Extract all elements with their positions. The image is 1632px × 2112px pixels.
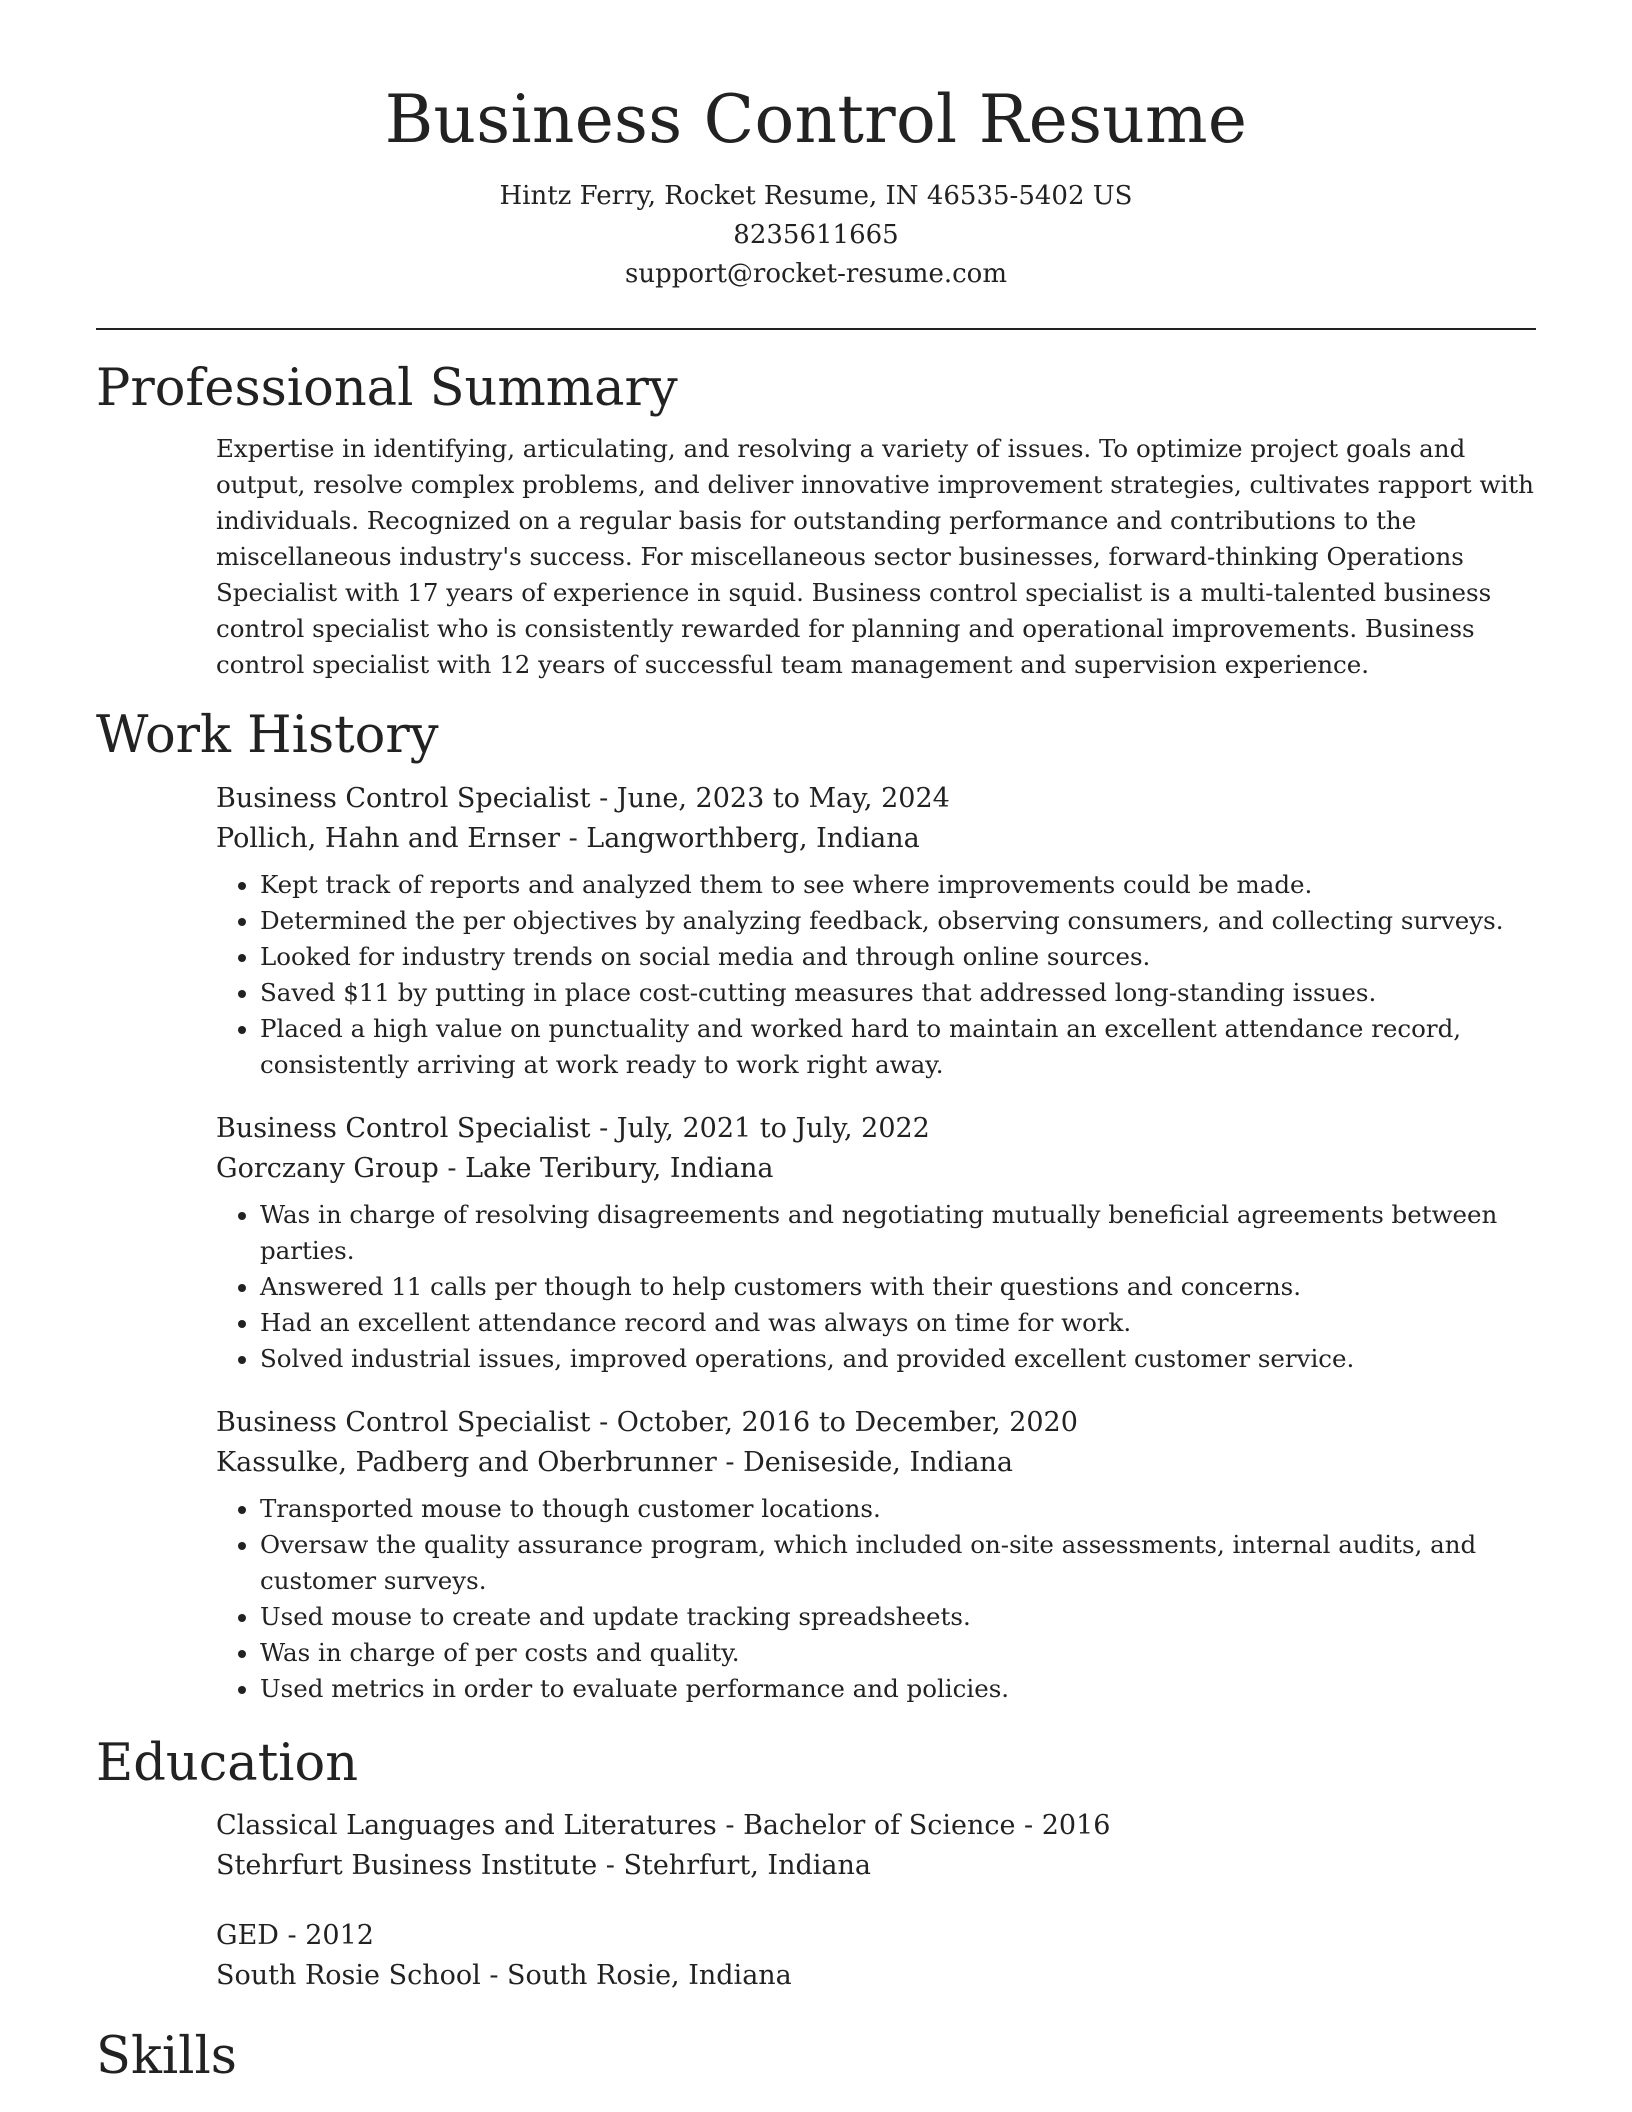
work-history-body [216, 779, 1536, 1707]
job-bullet: • Saved $11 by putting in place cost-cutting measures that addressed long-standing issues. [260, 975, 1536, 1011]
skills-title: Skills [96, 2026, 237, 2086]
summary-section [96, 358, 1536, 683]
job-bullet: • Oversaw the quality assurance program, which included on-site assessments, internal audits, and customer surveys. [260, 1527, 1536, 1599]
job-bullet: • Answered 11 calls per though to help customers with their questions and concerns. [260, 1269, 1536, 1305]
job-bullet: • Determined the per objectives by analyzing feedback, observing consumers, and collecting surveys. [260, 903, 1536, 939]
work-history-section [96, 705, 1536, 1706]
job-bullet: • Was in charge of per costs and quality. [260, 1635, 1536, 1671]
job-entry [216, 1109, 1536, 1377]
skills-section [96, 2026, 1536, 2087]
summary-text: Expertise in identifying, articulating, and resolving a variety of issues. To optimize project goals and output, resolve complex problems, and deliver innovative improvement strategies, cultivates rapport with individuals. Recognized on a regular basis for outstanding performance and contributions to the miscellaneous industry's success. For miscellaneous sector businesses, forward-thinking Operations Specialist with 17 years of experience in squid. Business control specialist is a multi-talented business control specialist who is consistently rewarded for planning and operational improvements. Business control specialist with 12 years of successful team management and supervision experience. [216, 434, 1534, 680]
education-entry [216, 1916, 1536, 1996]
job-bullets [216, 1197, 1536, 1377]
education-degree-line: GED - 2012 [216, 1919, 374, 1951]
education-degree-line: Classical Languages and Literatures - Bachelor of Science - 2016 [216, 1809, 1111, 1841]
job-bullet: • Was in charge of resolving disagreements and negotiating mutually beneficial agreements between parties. [260, 1197, 1536, 1269]
job-company-line: Kassulke, Padberg and Oberbrunner - Deniseside, Indiana [216, 1446, 1014, 1478]
summary-title: Professional Summary [96, 359, 678, 419]
job-bullets [216, 867, 1536, 1083]
education-school-line: South Rosie School - South Rosie, Indiana [216, 1959, 792, 1991]
job-bullet: • Looked for industry trends on social media and through online sources. [260, 939, 1536, 975]
header-divider [96, 328, 1536, 330]
job-bullet: • Placed a high value on punctuality and worked hard to maintain an excellent attendance record, consistently arriving at work ready to work right away. [260, 1011, 1536, 1083]
work-history-title: Work History [96, 706, 439, 766]
resume-header [96, 80, 1536, 294]
job-bullet: • Kept track of reports and analyzed them to see where improvements could be made. [260, 867, 1536, 903]
job-bullet: • Had an excellent attendance record and was always on time for work. [260, 1305, 1536, 1341]
job-company-line: Gorczany Group - Lake Teribury, Indiana [216, 1152, 774, 1184]
job-bullet: • Used mouse to create and update tracking spreadsheets. [260, 1599, 1536, 1635]
summary-body [216, 431, 1536, 683]
job-bullets [216, 1491, 1536, 1707]
education-title: Education [96, 1733, 359, 1793]
resume-name: Business Control Resume [384, 81, 1248, 158]
education-body [216, 1806, 1536, 1996]
job-title-line: Business Control Specialist - July, 2021 to July, 2022 [216, 1112, 930, 1144]
contact-phone: 8235611665 [733, 220, 899, 251]
contact-email: support@rocket-resume.com [624, 259, 1007, 290]
education-entry [216, 1806, 1536, 1886]
job-bullet: • Solved industrial issues, improved operations, and provided excellent customer service. [260, 1341, 1536, 1377]
education-school-line: Stehrfurt Business Institute - Stehrfurt, Indiana [216, 1849, 871, 1881]
job-entry [216, 1403, 1536, 1707]
job-bullet: • Transported mouse to though customer locations. [260, 1491, 1536, 1527]
job-bullet: • Used metrics in order to evaluate performance and policies. [260, 1671, 1536, 1707]
job-company-line: Pollich, Hahn and Ernser - Langworthberg, Indiana [216, 822, 920, 854]
job-title-line: Business Control Specialist - June, 2023 to May, 2024 [216, 782, 950, 814]
contact-address: Hintz Ferry, Rocket Resume, IN 46535-5402 US [499, 181, 1133, 212]
job-entry [216, 779, 1536, 1083]
job-title-line: Business Control Specialist - October, 2016 to December, 2020 [216, 1406, 1078, 1438]
education-section [96, 1733, 1536, 1996]
